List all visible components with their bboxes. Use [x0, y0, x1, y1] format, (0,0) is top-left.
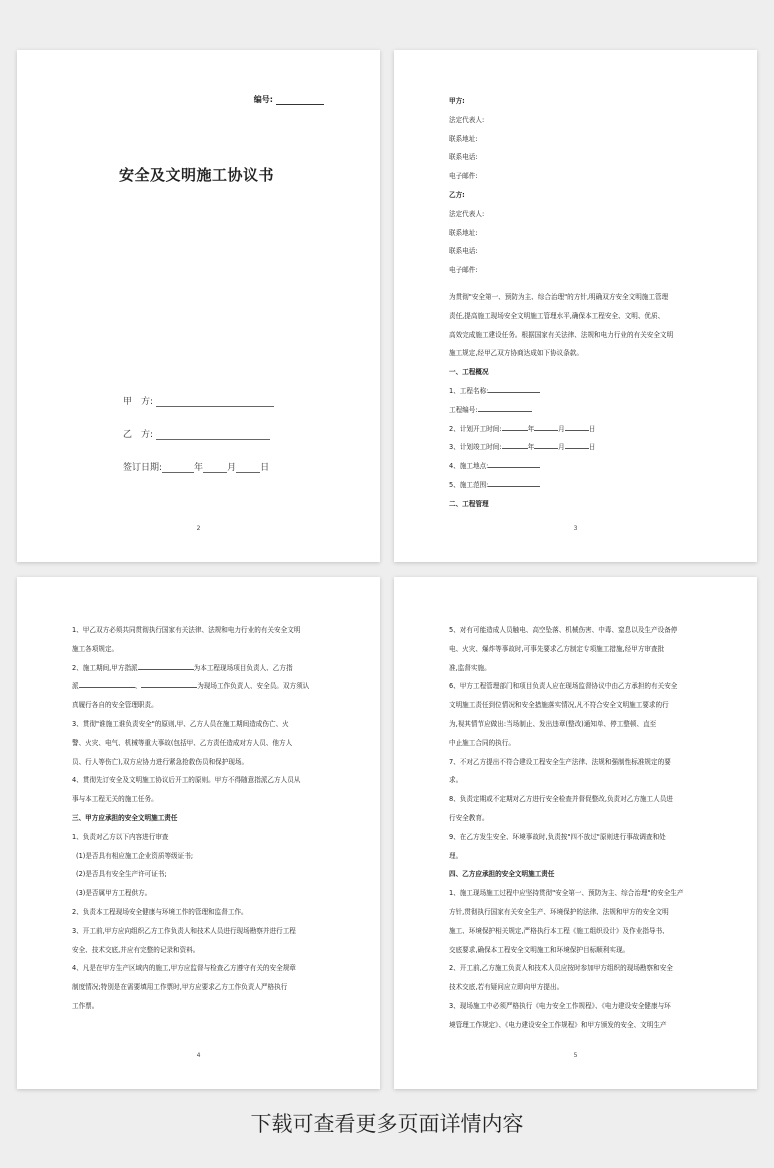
field-label: 4、施工地点:	[449, 462, 489, 471]
text-segment: 为本工程现场项目负责人、乙方指	[193, 663, 293, 672]
text-line: 派 、 为现场工作负责人、安全员。双方须认	[72, 682, 310, 691]
text-line: 技术交底,若有疑问应立即向甲方提出。	[449, 983, 564, 992]
document-page-4	[394, 577, 757, 1089]
section-heading: 三、甲方应承担的安全文明施工责任	[72, 813, 178, 822]
text-line	[449, 438, 707, 457]
text-line: 理。	[449, 851, 463, 860]
text-line: 法定代表人:	[449, 209, 485, 218]
day-blank	[565, 423, 589, 431]
text-line: 2、负责本工程现场安全健康与环境工作的管理和监督工作。	[72, 907, 248, 916]
party-b-heading: 乙方:	[449, 190, 465, 199]
text-line: 境管理工作规定》、《电力建设安全工作规程》和甲方颁发的安全、文明生产	[449, 1020, 667, 1029]
party-a-signature	[123, 394, 274, 407]
text-line: 电子邮件:	[449, 266, 478, 275]
month-blank	[534, 441, 558, 449]
field-blank	[141, 680, 197, 688]
document-page-2	[394, 50, 757, 562]
text-line: 工作票。	[72, 1001, 99, 1010]
text-line: (1)是否具有相应施工企业资质等级证书;	[76, 851, 194, 860]
field-label: 5、施工范围:	[449, 480, 489, 489]
year-label: 年	[194, 463, 204, 473]
text-line: 3、现场施工中必须严格执行《电力安全工作规程》、《电力建设安全健康与环	[449, 1001, 671, 1010]
document-title: 安全及文明施工协议书	[119, 166, 275, 184]
text-line	[449, 382, 707, 401]
text-line: 施工各项规定。	[72, 644, 119, 653]
party-a-heading: 甲方:	[449, 97, 465, 105]
party-a-label: 甲 方:	[123, 397, 154, 407]
text-line	[72, 659, 330, 678]
field-blank	[79, 680, 135, 688]
text-line: 安全、技术交底,并应有完整的记录和资料。	[72, 945, 200, 954]
text-line: 4、贯彻先订安全及文明施工协议后开工的原则。甲方不得随意指派乙方人员从	[72, 776, 301, 785]
month-blank	[534, 423, 558, 431]
text-line: 联系电话:	[449, 247, 478, 256]
field-label: 3、计划竣工时间:	[449, 443, 502, 452]
text-line: 方针,贯彻执行国家有关安全生产、环境保护的法律、法规和甲方的安全文明	[449, 907, 669, 916]
field-blank	[138, 662, 194, 670]
text-line: 7、不对乙方提出不符合建设工程安全生产法律、法规和强制性标准规定的要	[449, 757, 671, 766]
year-blank	[502, 423, 528, 431]
text-line: 3、贯彻"谁施工谁负责安全"的原则,甲、乙方人员在施工期间造成伤亡、火	[72, 719, 289, 728]
text-line	[449, 420, 707, 439]
day-blank	[236, 463, 260, 473]
field-blank	[478, 404, 532, 412]
text-line: 联系地址:	[449, 228, 478, 237]
document-page-cover	[17, 50, 380, 562]
text-line: 电、火灾、爆炸等事故时,可事先要求乙方制定专项施工措施,经甲方审查批	[449, 644, 665, 653]
text-line: 求。	[449, 776, 463, 785]
text-line	[449, 457, 707, 476]
section-heading: 四、乙方应承担的安全文明施工责任	[449, 870, 555, 879]
text-line: 4、凡是在甲方生产区域内的施工,甲方应监督与检查乙方遵守有关的安全规章	[72, 964, 296, 973]
text-line: 事与本工程无关的施工任务。	[72, 795, 158, 804]
party-b-blank	[156, 430, 270, 440]
party-a-blank	[156, 397, 274, 407]
text-line: 为,视其情节应做出:当场制止、发出违章(整改)通知单、停工整顿、直至	[449, 719, 657, 728]
section-heading: 二、工程管理	[449, 499, 489, 508]
day-label: 日	[588, 443, 596, 452]
day-label: 日	[260, 463, 270, 473]
field-blank	[488, 460, 540, 468]
month-blank	[203, 463, 227, 473]
text-line: 文明施工责任到位情况和安全措施落实情况,凡不符合安全文明施工要求的行	[449, 701, 669, 710]
page-body	[449, 92, 707, 514]
year-blank	[502, 441, 528, 449]
field-label: 1、工程名称:	[449, 386, 489, 395]
text-line	[449, 401, 707, 420]
document-page-3	[17, 577, 380, 1089]
text-line: 制度情况;特别是在需要填用工作票时,甲方应要求乙方工作负责人严格执行	[72, 983, 288, 992]
text-line: 行安全教育。	[449, 813, 489, 822]
page-number: 5	[573, 1052, 578, 1059]
month-label: 月	[227, 463, 237, 473]
text-line: 9、在乙方发生安全、环境事故时,负责按"四不放过"原则进行事故调查和处	[449, 832, 666, 841]
text-line: (2)是否具有安全生产许可证书;	[76, 870, 167, 879]
year-label: 年	[527, 443, 535, 452]
text-line: 为贯彻"安全第一、预防为主、综合治理"的方针,明确双方安全文明施工管理	[449, 292, 669, 301]
party-b-signature	[123, 427, 270, 440]
serial-number-field	[254, 94, 324, 105]
month-label: 月	[558, 443, 565, 452]
text-line: 警、火灾、电气、机械等重大事故(包括甲、乙方责任造成对方人员、他方人	[72, 738, 293, 747]
text-line: 1、施工现场施工过程中应坚持贯彻"安全第一、预防为主、综合治理"的安全生产	[449, 889, 684, 898]
text-line: 施工规定,经甲乙双方协商达成如下协议条款。	[449, 349, 583, 358]
field-label: 2、计划开工时间:	[449, 424, 502, 433]
page-number: 3	[573, 525, 578, 532]
text-line	[449, 476, 707, 495]
text-line: 真履行各自的安全管理职责。	[72, 701, 158, 710]
text-line: 1、甲乙双方必须共同贯彻执行国家有关法律、法规和电力行业的有关安全文明	[72, 626, 301, 634]
text-line: 法定代表人:	[449, 115, 485, 124]
download-prompt: 下载可查看更多页面详情内容	[250, 1112, 524, 1136]
section-heading: 一、工程概况	[449, 368, 489, 377]
text-line: 1、负责对乙方以下内容进行审查	[72, 832, 169, 841]
text-line: 中止施工合同的执行。	[449, 738, 515, 747]
page-number: 2	[196, 525, 201, 532]
text-line: 施工、环境保护相关规定,严格执行本工程《施工组织设计》及作业指导书、	[449, 926, 669, 935]
text-line: (3)是否属甲方工程供方。	[76, 889, 152, 898]
serial-label: 编号:	[253, 95, 273, 104]
party-b-label: 乙 方:	[123, 430, 154, 440]
text-line: 5、对有可能造成人员触电、高空坠落、机械伤害、中毒、窒息以及生产设备停	[449, 626, 678, 634]
sign-date-label: 签订日期:	[123, 463, 163, 473]
year-blank	[162, 463, 194, 473]
page-number: 4	[196, 1052, 201, 1059]
text-line: 3、开工前,甲方应向组织乙方工作负责人和技术人员进行现场勘察并进行工程	[72, 926, 296, 935]
field-blank	[488, 385, 540, 393]
text-line: 2、开工前,乙方施工负责人和技术人员应按时参加甲方组织的现场勘察和安全	[449, 964, 673, 973]
day-blank	[565, 441, 589, 449]
text-line: 交底要求,确保本工程安全文明施工和环境保护目标顺利实现。	[449, 945, 630, 954]
text-line: 联系地址:	[449, 134, 478, 143]
field-label: 工程编号:	[449, 405, 478, 414]
text-segment: 2、施工期间,甲方指派	[72, 663, 138, 672]
text-line: 6、甲方工程管理部门和项目负责人应在现场监督协议中由乙方承担的有关安全	[449, 682, 678, 691]
text-line: 联系电话:	[449, 153, 478, 162]
text-line: 电子邮件:	[449, 172, 478, 181]
text-line: 员、行人等伤亡),双方应协力进行紧急抢救伤员和保护现场。	[72, 757, 249, 766]
text-segment: 为现场工作负责人、安全员。双方须认	[197, 682, 310, 691]
text-line: 责任,提高施工现场安全文明施工管理水平,确保本工程安全、文明、优质、	[449, 311, 665, 320]
field-blank	[488, 479, 540, 487]
month-label: 月	[558, 424, 565, 433]
text-line: 高效完成施工建设任务。根据国家有关法律、法规和电力行业的有关安全文明	[449, 330, 674, 339]
text-line: 准,监督实施。	[449, 663, 491, 672]
text-line: 8、负责定期或不定期对乙方进行安全检查并督促整改,负责对乙方施工人员进	[449, 795, 673, 804]
sign-date	[123, 460, 269, 473]
year-label: 年	[527, 424, 535, 433]
day-label: 日	[588, 424, 596, 433]
text-segment: 派	[72, 682, 79, 691]
serial-blank	[276, 96, 324, 105]
page-body	[72, 621, 330, 1016]
page-body	[449, 621, 707, 1035]
